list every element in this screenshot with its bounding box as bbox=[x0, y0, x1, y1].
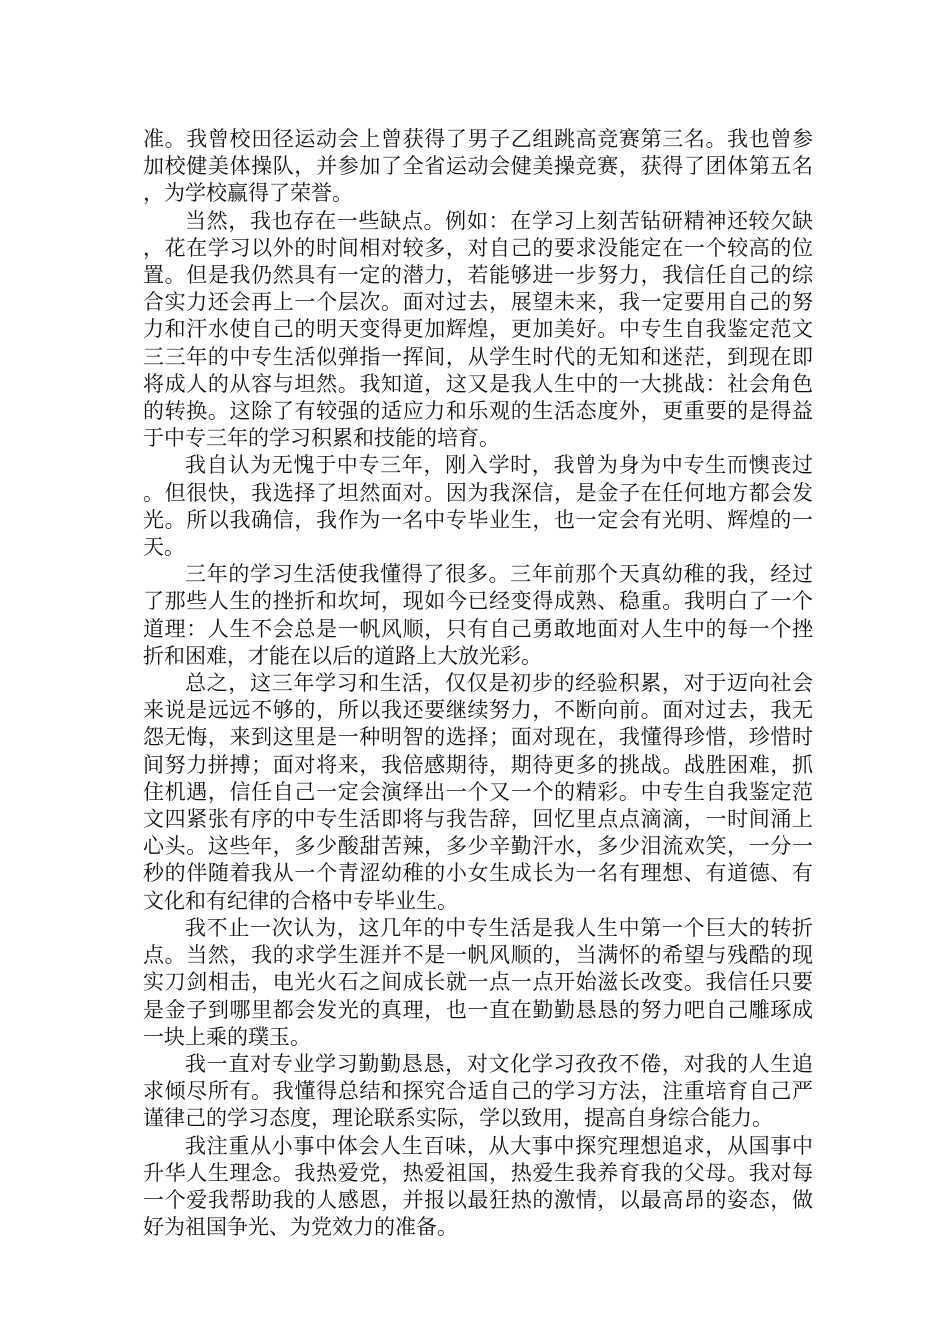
paragraph-6: 我不止一次认为，这几年的中专生活是我人生中第一个巨大的转折点。当然，我的求学生涯并不是一帆风顺的，当满怀的希望与残酷的现实刀剑相击，电光火石之间成长就一点一点开始滋长改变。我信任只要是金子到哪里都会发光的真理，也一直在勤勤恳恳的努力吧自己雕琢成一块上乘的璞玉。 bbox=[143, 915, 813, 1049]
paragraph-4: 三年的学习生活使我懂得了很多。三年前那个天真幼稚的我，经过了那些人生的挫折和坎坷，现如今已经变得成熟、稳重。我明白了一个道理：人生不会总是一帆风顺，只有自己勇敢地面对人生中的每一个挫折和困难，才能在以后的道路上大放光彩。 bbox=[143, 562, 813, 668]
paragraph-2: 当然，我也存在一些缺点。例如：在学习上刻苦钻研精神还较欠缺，花在学习以外的时间相对较多，对自己的要求没能定在一个较高的位置。但是我仍然具有一定的潜力，若能够进一步努力，我信任自己的综合实力还会再上一个层次。面对过去，展望未来，我一定要用自己的努力和汗水使自己的明天变得更加辉煌，更加美好。中专生自我鉴定范文三三年的中专生活似弹指一挥间，从学生时代的无知和迷茫，到现在即将成人的从容与坦然。我知道，这又是我人生中的一大挑战：社会角色的转换。这除了有较强的适应力和乐观的生活态度外，更重要的是得益于中专三年的学习积累和技能的培育。 bbox=[143, 208, 813, 451]
paragraph-5: 总之，这三年学习和生活，仅仅是初步的经验积累，对于迈向社会来说是远远不够的，所以我还要继续努力，不断向前。面对过去，我无怨无悔，来到这里是一种明智的选择；面对现在，我懂得珍惜，珍惜时间努力拼搏；面对将来，我倍感期待，期待更多的挑战。战胜困难，抓住机遇，信任自己一定会演绎出一个又一个的精彩。中专生自我鉴定范文四紧张有序的中专生活即将与我告辞，回忆里点点滴滴，一时间涌上心头。这些年，多少酸甜苦辣，多少辛勤汗水，多少泪流欢笑，一分一秒的伴随着我从一个青涩幼稚的小女生成长为一名有理想、有道德、有文化和有纪律的合格中专毕业生。 bbox=[143, 671, 813, 913]
paragraph-3: 我自认为无愧于中专三年，刚入学时，我曾为身为中专生而懊丧过。但很快，我选择了坦然面对。因为我深信，是金子在任何地方都会发光。所以我确信，我作为一名中专毕业生，也一定会有光明、辉煌的一天。 bbox=[143, 453, 813, 560]
paragraph-1: 准。我曾校田径运动会上曾获得了男子乙组跳高竞赛第三名。我也曾参加校健美体操队，并参加了全省运动会健美操竞赛，获得了团体第五名，为学校赢得了荣誉。 bbox=[143, 127, 813, 206]
paragraph-8: 我注重从小事中体会人生百味，从大事中探究理想追求，从国事中升华人生理念。我热爱党，热爱祖国，热爱生我养育我的父母。我对每一个爱我帮助我的人感恩，并报以最狂热的激情，以最高昂的姿态，做好为祖国争光、为党效力的准备。 bbox=[143, 1133, 813, 1240]
paragraph-7: 我一直对专业学习勤勤恳恳，对文化学习孜孜不倦，对我的人生追求倾尽所有。我懂得总结和探究合适自己的学习方法，注重培育自己严谨律己的学习态度，理论联系实际，学以致用，提高自身综合能力。 bbox=[143, 1051, 813, 1131]
document-page bbox=[143, 126, 813, 1241]
